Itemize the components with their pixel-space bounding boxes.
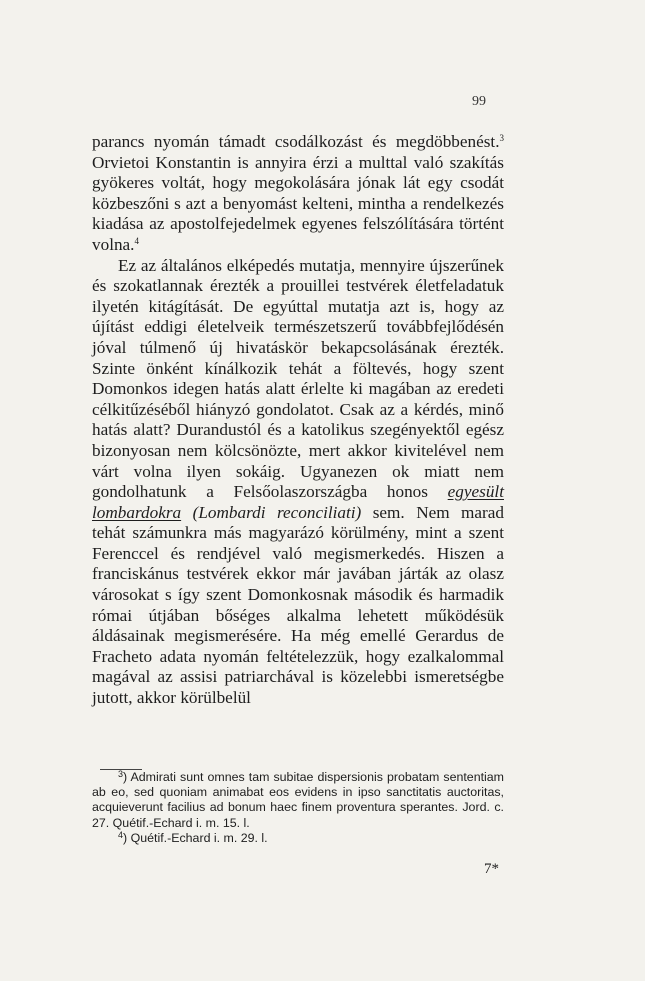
paragraph-1-text-a: parancs nyomán támadt csodálkozást és megdöbbenést. xyxy=(92,132,500,151)
footnotes xyxy=(92,770,504,846)
footnote-3-text: ) Admirati sunt omnes tam subitae dispersionis probatam sententiam ab eo, sed quoniam animabat eos evidens in ipso sanctitatis auctoritas, acquieverunt facilius ad bonum haec finem proventura sperantes. Jord. c. 27. Quétif.-Echard i. m. 15. l. xyxy=(92,770,504,830)
paragraph-2 xyxy=(92,256,504,709)
emphasis-lombardi-reconciliati: (Lombardi reconciliati) xyxy=(192,502,362,522)
paragraph-2-text-a: Ez az általános elképedés mutatja, mennyire újszerűnek és szokatlannak érezték a prouillei testvérek életfeladatuk ilyetén kitágítását. De egyúttal mutatja azt is, hogy az újítást eddigi életelveik természetszerű továbbfejlődésén jóval túlmenő új hivatáskör bekapcsolásának érezték. Szinte önként kínálkozik tehát a föltevés, hogy szent Domonkos idegen hatás alatt érlelte ki magában az eredeti célkitűzéséből hiányzó gondolatot. Csak az a kérdés, minő hatás alatt? Durandustól és a katolikus szegényektől egész bizonyosan nem kölcsönözte, mert akkor kivitelével nem várt volna ilyen sokáig. Ugyanezen ok miatt nem gondolhatunk a Felsőolaszországba honos xyxy=(92,255,504,502)
paragraph-2-text-b xyxy=(181,503,192,522)
footnote-3-mark: 3 xyxy=(118,769,124,779)
printer-signature-mark: 7* xyxy=(484,861,499,877)
paragraph-2-text-c: sem. Nem marad tehát számunkra más magyarázó körülmény, mint a szent Ferenccel és rendjével való megismerkedés. Hiszen a franciskánus testvérek ekkor már javában járták az olasz városokat s így szent Domonkosnak második és harmadik római útjában bőséges alkalma lehetett működésük áldásainak megismerésére. Ha még emellé Gerardus de Fracheto adata nyomán feltételezzük, hogy ezalkalommal magával az assisi patriarchával is közelebbi ismeretségbe jutott, akkor körülbelül xyxy=(92,502,505,708)
emphasis-egyesult-lombardokra: egyesült lombardokra xyxy=(92,482,504,522)
footnote-4-text: ) Quétif.-Echard i. m. 29. l. xyxy=(123,830,268,845)
footnote-4 xyxy=(92,831,504,846)
footnote-ref-3: 3 xyxy=(499,133,504,143)
page-number: 99 xyxy=(472,94,486,109)
footnote-ref-4: 4 xyxy=(134,235,139,246)
footnote-3 xyxy=(92,770,504,831)
paragraph-1-text-b: Orvietoi Konstantin is annyira érzi a multtal való szakítás gyökeres voltát, hogy megokolására jónak lát egy csodát közbeszőni s azt a benyomást kelteni, mintha a rendelkezés kiadása az apostolfejedelmek egyenes felszólítására történt volna. xyxy=(92,152,504,254)
paragraph-1 xyxy=(92,132,504,256)
footnote-4-mark: 4 xyxy=(118,829,124,840)
body-text xyxy=(92,132,504,709)
